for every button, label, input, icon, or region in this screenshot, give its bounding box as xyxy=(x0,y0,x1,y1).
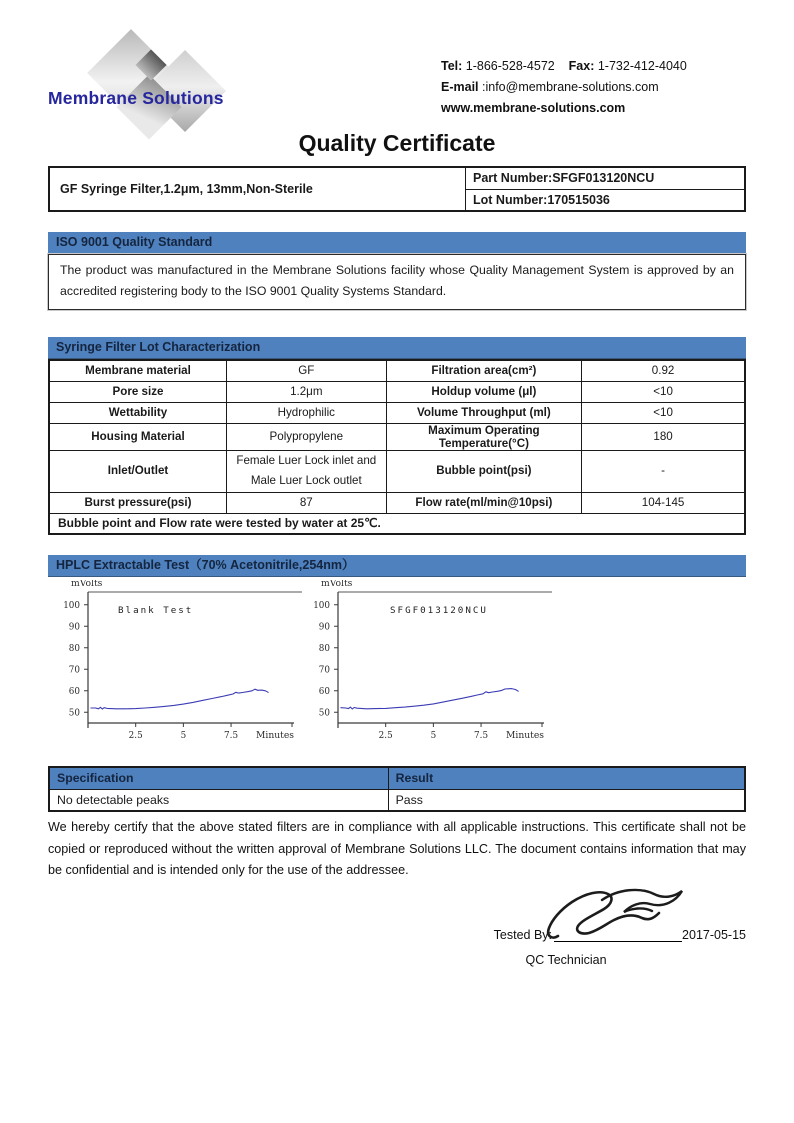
lot-number: Lot Number:170515036 xyxy=(466,189,745,211)
table-row xyxy=(49,167,745,189)
email-line xyxy=(441,77,746,98)
spec-value: GF xyxy=(227,360,387,381)
spec-value: 104-145 xyxy=(582,492,745,513)
part-number: Part Number:SFGF013120NCU xyxy=(466,167,745,189)
spec-value: 1.2μm xyxy=(227,381,387,402)
spec-column-header: Specification xyxy=(49,767,388,789)
svg-text:Blank Test: Blank Test xyxy=(118,605,194,616)
spec-value: 87 xyxy=(227,492,387,513)
iso-section-header: ISO 9001 Quality Standard xyxy=(48,232,746,254)
hplc-section-header: HPLC Extractable Test（70% Acetonitrile,254nm） xyxy=(48,555,746,577)
table-row xyxy=(49,381,745,402)
signature-scribble xyxy=(542,884,692,946)
chromatogram-blank xyxy=(54,580,304,762)
fax-label: Fax: xyxy=(568,59,595,73)
spec-value: <10 xyxy=(582,402,745,423)
table-row xyxy=(49,513,745,534)
result-column-header: Result xyxy=(388,767,745,789)
signature-block xyxy=(48,928,746,942)
chromatogram-sample xyxy=(304,580,554,762)
svg-text:80: 80 xyxy=(68,643,80,654)
spec-label: Inlet/Outlet xyxy=(49,450,227,492)
page-title: Quality Certificate xyxy=(298,130,496,156)
iso-section-body: The product was manufactured in the Membrane Solutions facility whose Quality Management System is approved by an accredited registering body to the ISO 9001 Quality Systems Standard. xyxy=(48,254,746,310)
svg-text:100: 100 xyxy=(63,600,80,611)
spec-label: Maximum Operating Temperature(°C) xyxy=(386,423,582,450)
characterization-section-header: Syringe Filter Lot Characterization xyxy=(48,337,746,359)
svg-text:60: 60 xyxy=(68,686,80,697)
svg-text:50: 50 xyxy=(68,708,80,719)
spec-value: Hydrophilic xyxy=(227,402,387,423)
svg-text:7.5: 7.5 xyxy=(474,731,489,741)
email-address: :info@membrane-solutions.com xyxy=(482,80,659,94)
logo-text: Membrane Solutions xyxy=(48,88,224,108)
svg-text:50: 50 xyxy=(318,708,330,719)
svg-text:mVolts: mVolts xyxy=(321,580,353,589)
spec-label: Volume Throughput (ml) xyxy=(386,402,582,423)
spec-cell: No detectable peaks xyxy=(49,789,388,811)
table-row xyxy=(49,767,745,789)
result-cell: Pass xyxy=(388,789,745,811)
spec-value: Female Luer Lock inlet and Male Luer Lock outlet xyxy=(227,450,387,492)
certification-text: We hereby certify that the above stated filters are in compliance with all applicable instructions. This certificate shall not be copied or reproduced without the written approval of Membrane Solutions LLC. The document contains information that may be confidential and is intended only for the use of the addressee. xyxy=(48,820,746,877)
document-header xyxy=(48,0,746,128)
spec-value: 0.92 xyxy=(582,360,745,381)
spec-value: - xyxy=(582,450,745,492)
spec-value: Polypropylene xyxy=(227,423,387,450)
email-label: E-mail xyxy=(441,80,479,94)
spec-label: Burst pressure(psi) xyxy=(49,492,227,513)
table-row xyxy=(49,450,745,492)
spec-label: Bubble point(psi) xyxy=(386,450,582,492)
spec-label: Flow rate(ml/min@10psi) xyxy=(386,492,582,513)
svg-text:90: 90 xyxy=(68,622,80,633)
table-row xyxy=(49,789,745,811)
tested-by-label: Tested By: xyxy=(493,927,553,942)
characterization-table xyxy=(48,359,746,535)
svg-text:2.5: 2.5 xyxy=(128,731,143,741)
spec-label: Holdup volume (μl) xyxy=(386,381,582,402)
spec-label: Wettability xyxy=(49,402,227,423)
table-row xyxy=(49,423,745,450)
qc-technician-label: QC Technician xyxy=(525,952,607,967)
company-logo xyxy=(48,44,263,136)
svg-text:70: 70 xyxy=(68,665,80,676)
tel-fax-line xyxy=(441,56,746,77)
table-row xyxy=(49,360,745,381)
spec-label: Pore size xyxy=(49,381,227,402)
spec-label: Membrane material xyxy=(49,360,227,381)
product-table xyxy=(48,166,746,212)
spec-value: <10 xyxy=(582,381,745,402)
svg-text:Minutes: Minutes xyxy=(255,730,294,741)
table-footnote: Bubble point and Flow rate were tested by water at 25℃. xyxy=(49,513,745,534)
svg-text:90: 90 xyxy=(318,622,330,633)
spec-result-table xyxy=(48,766,746,812)
contact-info xyxy=(441,44,746,128)
svg-text:2.5: 2.5 xyxy=(378,731,393,741)
tel-label: Tel: xyxy=(441,59,463,73)
svg-text:70: 70 xyxy=(318,665,330,676)
spec-value: 180 xyxy=(582,423,745,450)
table-row xyxy=(49,492,745,513)
signature-date: 2017-05-15 xyxy=(682,927,746,942)
svg-text:mVolts: mVolts xyxy=(71,580,103,589)
product-description: GF Syringe Filter,1.2μm, 13mm,Non-Sterile xyxy=(49,167,466,211)
svg-text:5: 5 xyxy=(430,731,437,741)
svg-text:7.5: 7.5 xyxy=(224,731,239,741)
svg-text:60: 60 xyxy=(318,686,330,697)
fax-number: 1-732-412-4040 xyxy=(597,59,687,73)
table-row xyxy=(49,402,745,423)
svg-text:80: 80 xyxy=(318,643,330,654)
tel-number: 1-866-528-4572 xyxy=(465,59,555,73)
spec-label: Filtration area(cm²) xyxy=(386,360,582,381)
signature-line xyxy=(554,928,682,942)
svg-text:5: 5 xyxy=(180,731,187,741)
svg-text:Minutes: Minutes xyxy=(505,730,544,741)
chromatograms xyxy=(54,580,746,762)
spec-label: Housing Material xyxy=(49,423,227,450)
website-line: www.membrane-solutions.com xyxy=(441,101,626,115)
svg-text:100: 100 xyxy=(313,600,330,611)
svg-text:SFGF013120NCU: SFGF013120NCU xyxy=(390,605,488,616)
